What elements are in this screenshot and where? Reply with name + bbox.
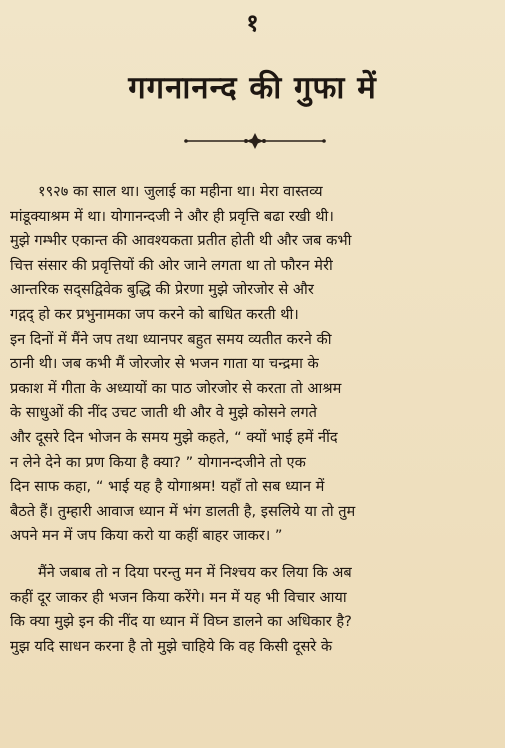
text-line: न लेने देने का प्रण किया है क्या? ” योगानन्दजीने तो एक <box>10 453 306 471</box>
text-line: अपने मन में जप किया करो या कहीं बाहर जाकर। ” <box>10 527 283 545</box>
text-line: मांडूक्याश्रम में था। योगानन्दजी ने और ही प्रवृत्ति बढा रखी थी। <box>10 207 334 225</box>
chapter-body-text <box>10 180 498 659</box>
paragraph-2 <box>10 561 498 659</box>
text-line: दिन साफ कहा, “ भाई यह है योगाश्रम! यहाँ तो सब ध्यान में <box>10 478 325 496</box>
text-line: और दूसरे दिन भोजन के समय मुझे कहते, “ क्यों भाई हमें नींद <box>10 428 338 446</box>
page-number: १ <box>246 9 259 37</box>
chapter-title: गगनानन्द की गुफा में <box>128 70 377 106</box>
text-line: १९२७ का साल था। जुलाई का महीना था। मेरा वास्तव्य <box>38 183 323 200</box>
text-line: मुझ यदि साधन करना है तो मुझे चाहिये कि वह किसी दूसरे के <box>10 637 333 655</box>
text-line: मुझे गम्भीर एकान्त की आवश्यकता प्रतीत होती थी और जब कभी <box>10 232 352 250</box>
text-line: आन्तरिक सद्सद्विवेक बुद्धि की प्रेरणा मुझे जोरजोर से और <box>10 281 314 299</box>
text-line: मैंने जबाब तो न दिया परन्तु मन में निश्चय कर लिया कि अब <box>38 563 352 581</box>
text-line: प्रकाश में गीता के अध्यायों का पाठ जोरजोर से करता तो आश्रम <box>10 379 342 397</box>
title-ornament-divider <box>180 132 330 150</box>
text-line: बैठते हैं। तुम्हारी आवाज ध्यान में भंग डालती है, इसलिये या तो तुम <box>10 502 356 520</box>
text-line: के साधुओं की नींद उचट जाती थी और वे मुझे कोसने लगते <box>10 404 317 422</box>
text-line: गद्गद् हो कर प्रभुनामका जप करने को बाधित करती थी। <box>10 305 299 323</box>
text-line: चित्त संसार की प्रवृत्तियों की ओर जाने लगता था तो फौरन मेरी <box>10 256 333 274</box>
text-line: कहीं दूर जाकर ही भजन किया करेंगे। मन में यह भी विचार आया <box>10 588 347 606</box>
paragraph-1 <box>10 180 498 549</box>
text-line: कि क्या मुझे इन की नींद या ध्यान में विघ्न डालने का अधिकार है? <box>10 613 352 631</box>
text-line: ठानी थी। जब कभी मैं जोरजोर से भजन गाता या चन्द्रमा के <box>10 355 319 373</box>
text-line: इन दिनों में मैंने जप तथा ध्यानपर बहुत समय व्यतीत करने की <box>10 330 332 348</box>
